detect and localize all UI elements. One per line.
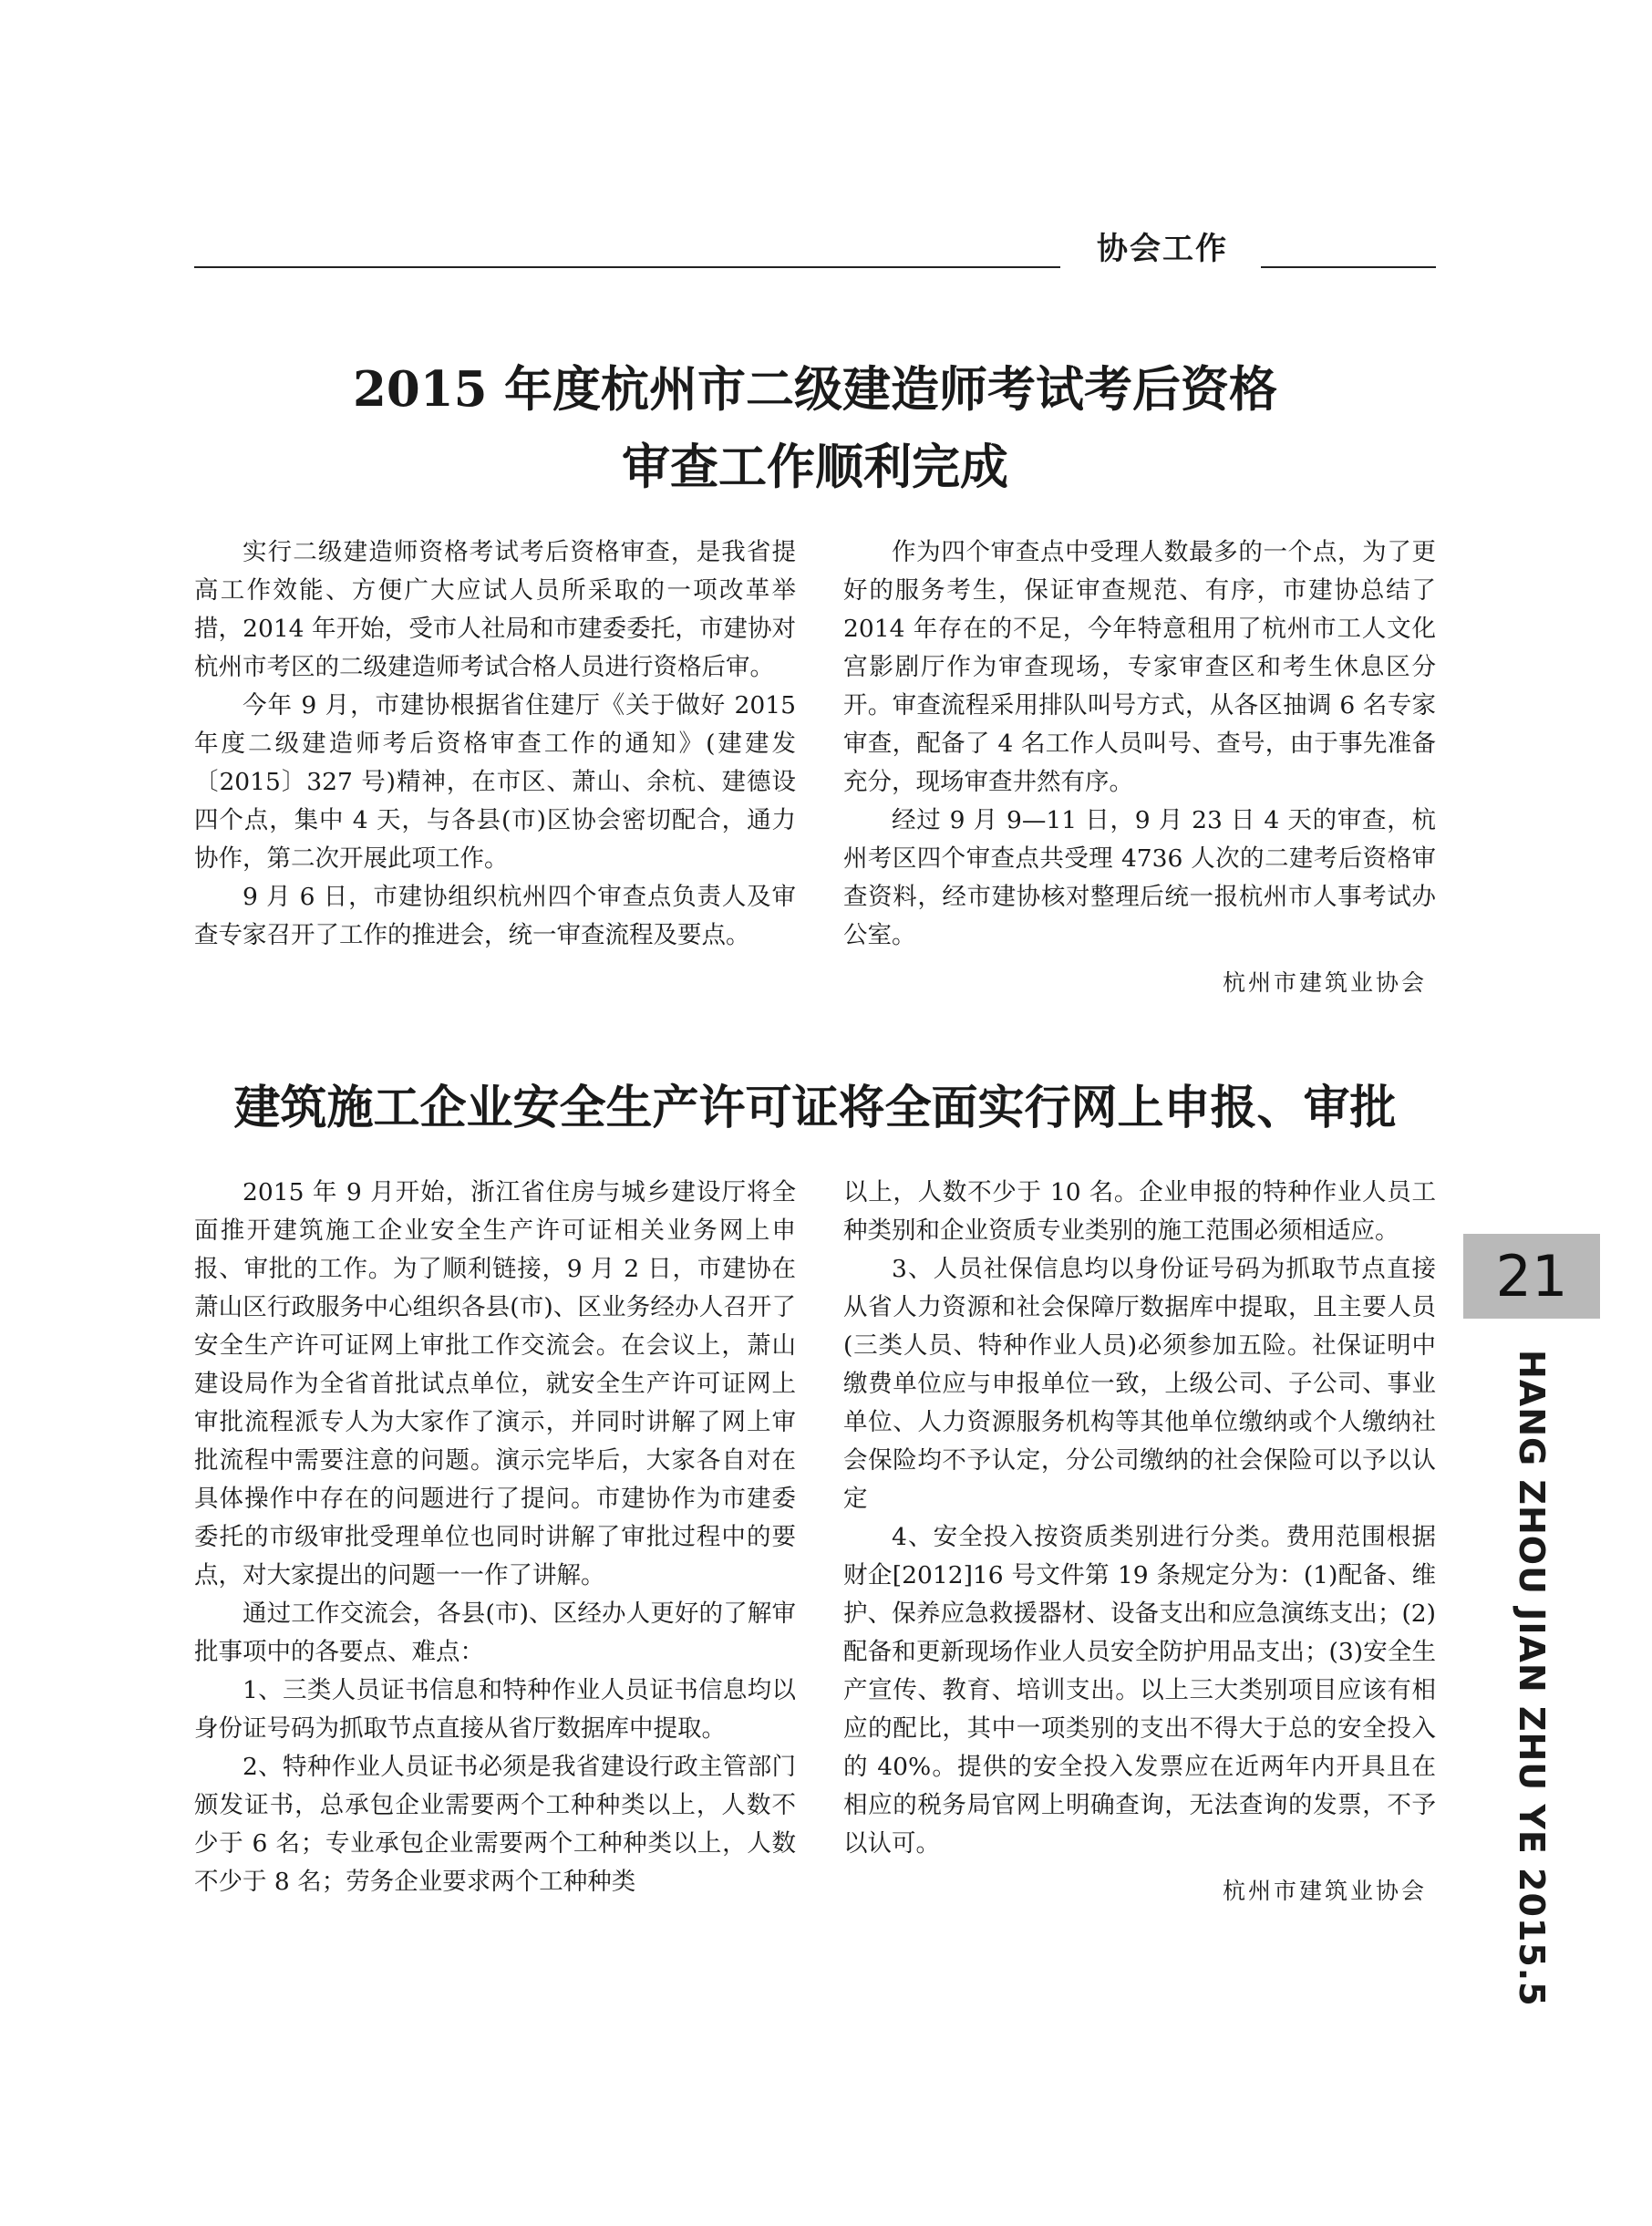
header-rule-left: [194, 266, 1060, 268]
article2-title: 建筑施工企业安全生产许可证将全面实行网上申报、审批: [233, 1081, 1397, 1135]
section-label: 协会工作: [1097, 231, 1228, 267]
paragraph: 2015 年 9 月开始，浙江省住房与城乡建设厅将全面推开建筑施工企业安全生产许可证相关业务网上申报、审批的工作。为了顺利链接，9 月 2 日，市建协在萧山区行政服务中心组织各县(市)、区业务经办人召开了安全生产许可证网上审批工作交流会。在会议上，萧山建设局作为全省首批试点单位，就安全生产许可证网上审批流程派专人为大家作了演示，并同时讲解了网上审批流程中需要注意的问题。演示完毕后，大家各自对在具体操作中存在的问题进行了提问。市建协作为市建委委托的市级审批受理单位也同时讲解了审批过程中的要点，对大家提出的问题一一作了讲解。: [194, 1178, 796, 1589]
paragraph: 1、三类人员证书信息和特种作业人员证书信息均以身份证号码为抓取节点直接从省厅数据库中提取。: [194, 1676, 796, 1743]
article1-title-line2: 审查工作顺利完成: [622, 439, 1008, 495]
header-rule-right: [1261, 266, 1436, 268]
article1-right-column: [843, 533, 1436, 1002]
paragraph: 经过 9 月 9—11 日，9 月 23 日 4 天的审查，杭州考区四个审查点共受理 4736 人次的二建考后资格审查资料，经市建协核对整理后统一报杭州市人事考试办公室。: [843, 806, 1436, 949]
page-number: 21: [1463, 1234, 1600, 1319]
paragraph: 2、特种作业人员证书必须是我省建设行政主管部门颁发证书，总承包企业需要两个工种种类以上，人数不少于 6 名；专业承包企业需要两个工种种类以上，人数不少于 8 名；劳务企业要求两个工种种类: [194, 1753, 796, 1896]
paragraph: 作为四个审查点中受理人数最多的一个点，为了更好的服务考生，保证审查规范、有序，市建协总结了 2014 年存在的不足，今年特意租用了杭州市工人文化宫影剧厅作为审查现场，专家审查区和考生休息区分开。审查流程采用排队叫号方式，从各区抽调 6 名专家审查，配备了 4 名工作人员叫号、查号，由于事先准备充分，现场审查井然有序。: [843, 538, 1436, 796]
paragraph: 通过工作交流会，各县(市)、区经办人更好的了解审批事项中的各要点、难点：: [194, 1600, 796, 1666]
paragraph: 3、人员社保信息均以身份证号码为抓取节点直接从省人力资源和社会保障厅数据库中提取，且主要人员(三类人员、特种作业人员)必须参加五险。社保证明中缴费单位应与申报单位一致，上级公司、子公司、事业单位、人力资源服务机构等其他单位缴纳或个人缴纳社会保险均不予认定，分公司缴纳的社会保险可以予以认定: [843, 1255, 1436, 1513]
paragraph: 以上，人数不少于 10 名。企业申报的特种作业人员工种类别和企业资质专业类别的施工范围必须相适应。: [843, 1178, 1436, 1245]
journal-vertical-label: HANG ZHOU JIAN ZHU YE 2015.5: [1512, 1350, 1552, 2007]
article1-title-line1: 2015 年度杭州市二级建造师考试考后资格: [353, 361, 1277, 418]
paragraph: 9 月 6 日，市建协组织杭州四个审查点负责人及审查专家召开了工作的推进会，统一审查流程及要点。: [194, 883, 796, 949]
article1-left-column: [194, 533, 796, 955]
paragraph: 4、安全投入按资质类别进行分类。费用范围根据财企[2012]16 号文件第 19 条规定分为：(1)配备、维护、保养应急救援器材、设备支出和应急演练支出；(2) 配备和更新现场作业人员安全防护用品支出；(3)安全生产宣传、教育、培训支出。以上三大类别项目应该有相应的配比，其中一项类别的支出不得大于总的安全投入的 40%。提供的安全投入发票应在近两年内开具且在相应的税务局官网上明确查询，无法查询的发票，不予以认可。: [843, 1523, 1436, 1858]
article2-signature: 杭州市建筑业协会: [1222, 1878, 1427, 1904]
paragraph: 实行二级建造师资格考试考后资格审查，是我省提高工作效能、方便广大应试人员所采取的一项改革举措，2014 年开始，受市人社局和市建委委托，市建协对杭州市考区的二级建造师考试合格人员进行资格后审。: [194, 538, 796, 681]
article1-title: [194, 351, 1436, 506]
article2-right-column: [843, 1174, 1436, 1910]
article1-signature: 杭州市建筑业协会: [1222, 969, 1427, 996]
article2-left-column: [194, 1174, 796, 1901]
paragraph: 今年 9 月，市建协根据省住建厅《关于做好 2015 年度二级建造师考后资格审查工作的通知》(建建发〔2015〕327 号)精神，在市区、萧山、余杭、建德设四个点，集中 4 天，与各县(市)区协会密切配合，通力协作，第二次开展此项工作。: [194, 691, 796, 873]
